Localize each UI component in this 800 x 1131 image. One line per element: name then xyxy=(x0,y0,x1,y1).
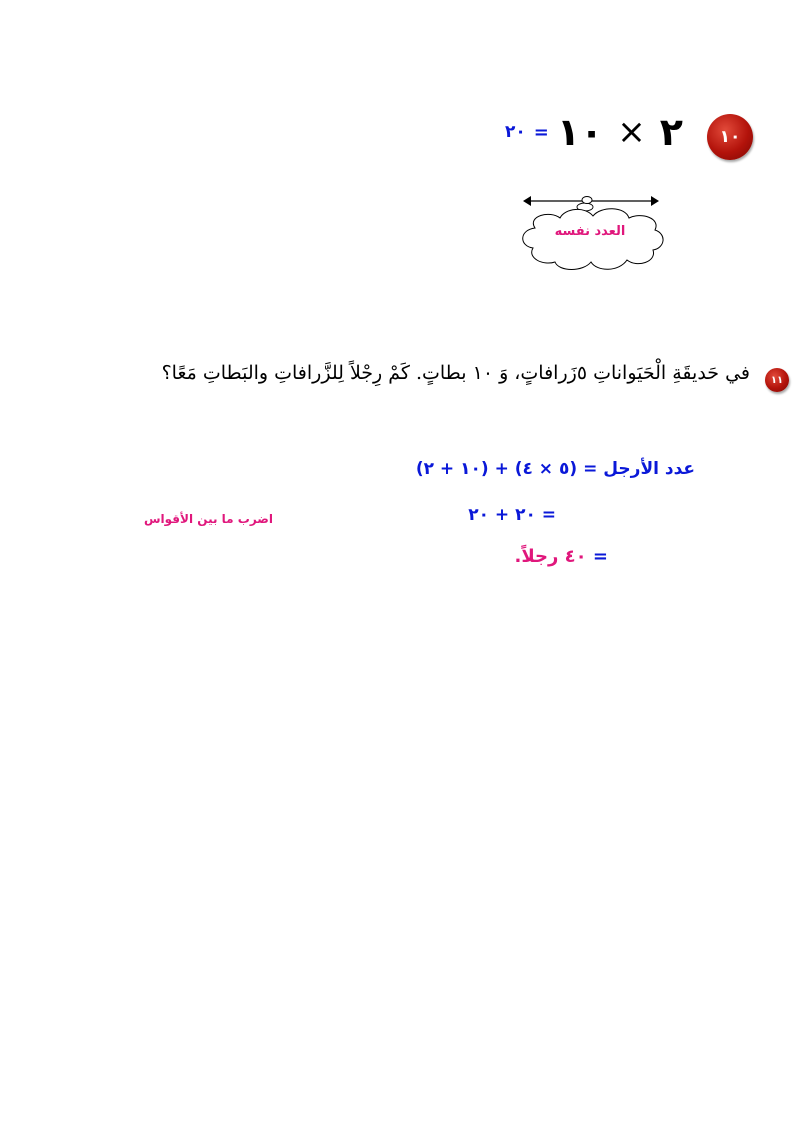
factor-b: ١٠ xyxy=(556,110,604,154)
multiplication-equation xyxy=(505,110,683,154)
equation-result: ٢٠ xyxy=(505,122,526,142)
left-arrowhead xyxy=(523,196,531,206)
cloud-label: العدد نفسه xyxy=(554,224,626,239)
problem-11-badge: ١١ xyxy=(765,368,789,392)
equals-sign: = xyxy=(533,121,549,143)
right-arrowhead xyxy=(651,196,659,206)
hint-note: اضرب ما بين الأقواس xyxy=(143,512,273,526)
thought-bubble-tiny xyxy=(582,197,592,204)
multiply-sign: × xyxy=(617,112,646,152)
solution-line-1: عدد الأرجل = (٥ × ٤) + (١٠ + ٢) xyxy=(415,459,695,479)
solution-line-3 xyxy=(515,546,608,567)
solution-answer: ٤٠ رجلاً. xyxy=(514,546,587,567)
problem-10-badge: ١٠ xyxy=(707,114,753,160)
cloud-shape xyxy=(523,209,663,270)
question-text: في حَديقَةِ الْحَيَواناتِ ٥زَرافاتٍ، وَ ١٠ بطاتٍ. كَمْ رِجْلاً لِلزَّرافاتِ والبَطاتِ مَعًا؟ xyxy=(161,362,750,384)
solution-line-2: = ٢٠ + ٢٠ xyxy=(468,505,556,525)
solution-equals: = xyxy=(592,546,608,567)
factor-a: ٢ xyxy=(659,110,683,154)
